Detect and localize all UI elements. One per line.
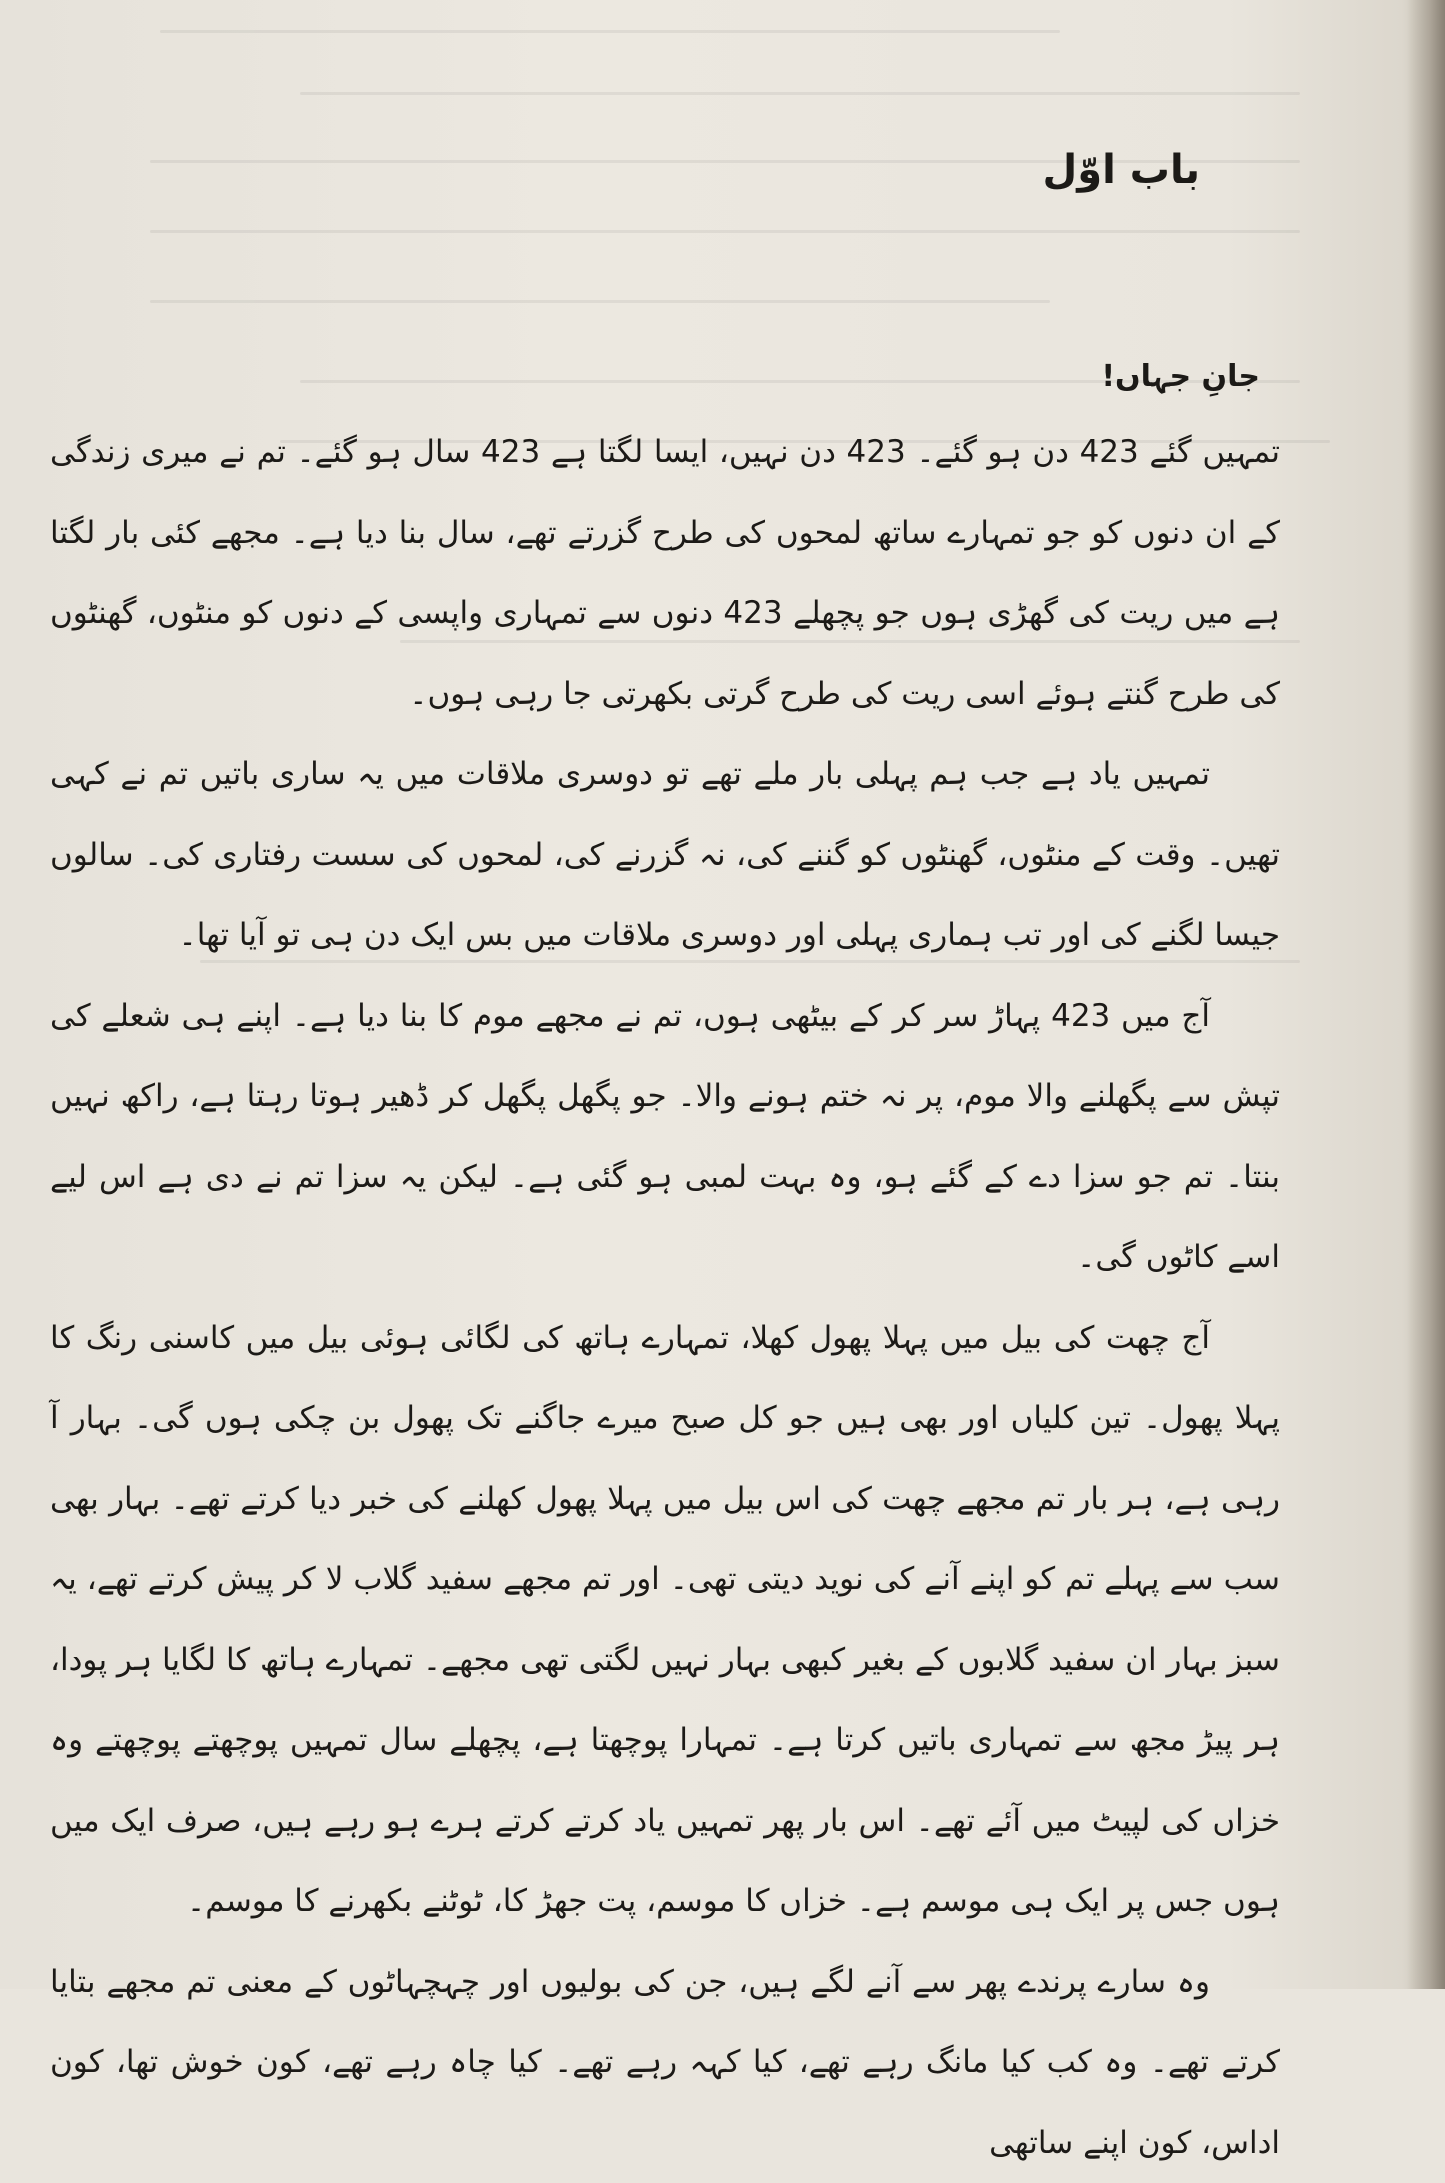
- paragraph-2: تمہیں یاد ہے جب ہم پہلی بار ملے تھے تو دوسری ملاقات میں یہ ساری باتیں تم نے کہی تھیں۔ وقت کے منٹوں، گھنٹوں کو گننے کی، نہ گزرنے کی، لمحوں کی سست رفتاری کی۔ سالوں جیسا لگنے کی اور تب ہماری پہلی اور دوسری ملاقات میں بس ایک دن ہی تو آیا تھا۔: [50, 734, 1280, 976]
- chapter-title: باب اوّل: [50, 130, 1200, 210]
- page-text: [50, 130, 1280, 2183]
- paragraph-3: آج میں 423 پہاڑ سر کر کے بیٹھی ہوں، تم نے مجھے موم کا بنا دیا ہے۔ اپنے ہی شعلے کی تپش سے پگھلنے والا موم، پر نہ ختم ہونے والا۔ جو پگھل پگھل کر ڈھیر ہوتا رہتا ہے، راکھ نہیں بنتا۔ تم جو سزا دے کے گئے ہو، وہ بہت لمبی ہو گئی ہے۔ لیکن یہ سزا تم نے دی ہے اس لیے اسے کاٹوں گی۔: [50, 976, 1280, 1298]
- page-gutter-shadow: [1407, 0, 1445, 1989]
- paragraph-1: تمہیں گئے 423 دن ہو گئے۔ 423 دن نہیں، ایسا لگتا ہے 423 سال ہو گئے۔ تم نے میری زندگی کے ان دنوں کو جو تمہارے ساتھ لمحوں کی طرح گزرتے تھے، سال بنا دیا ہے۔ مجھے کئی بار لگتا ہے میں ریت کی گھڑی ہوں جو پچھلے 423 دنوں سے تمہاری واپسی کے دنوں کو منٹوں، گھنٹوں کی طرح گنتے ہوئے اسی ریت کی طرح گرتی بکھرتی جا رہی ہوں۔: [50, 412, 1280, 734]
- paragraph-4: آج چھت کی بیل میں پہلا پھول کھلا، تمہارے ہاتھ کی لگائی ہوئی بیل میں کاسنی رنگ کا پہلا پھول۔ تین کلیاں اور بھی ہیں جو کل صبح میرے جاگنے تک پھول بن چکی ہوں گی۔ بہار آ رہی ہے، ہر بار تم مجھے چھت کی اس بیل میں پہلا پھول کھلنے کی خبر دیا کرتے تھے۔ بہار بھی سب سے پہلے تم کو اپنے آنے کی نوید دیتی تھی۔ اور تم مجھے سفید گلاب لا کر پیش کرتے تھے، یہ سبز بہار ان سفید گلابوں کے بغیر کبھی بہار نہیں لگتی تھی مجھے۔ تمہارے ہاتھ کا لگایا ہر پودا، ہر پیڑ مجھ سے تمہاری باتیں کرتا ہے۔ تمہارا پوچھتا ہے، پچھلے سال تمہیں پوچھتے پوچھتے وہ خزاں کی لپیٹ میں آئے تھے۔ اس بار پھر تمہیں یاد کرتے کرتے ہرے ہو رہے ہیں، صرف ایک میں ہوں جس پر ایک ہی موسم ہے۔ خزاں کا موسم، پت جھڑ کا، ٹوٹنے بکھرنے کا موسم۔: [50, 1298, 1280, 1942]
- paragraph-5: وہ سارے پرندے پھر سے آنے لگے ہیں، جن کی بولیوں اور چہچہاٹوں کے معنی تم مجھے بتایا کرتے تھے۔ وہ کب کیا مانگ رہے تھے، کیا کہہ رہے تھے۔ کیا چاہ رہے تھے، کون خوش تھا، کون اداس، کون اپنے ساتھی: [50, 1942, 1280, 2183]
- salutation: جانِ جہاں!: [50, 342, 1260, 412]
